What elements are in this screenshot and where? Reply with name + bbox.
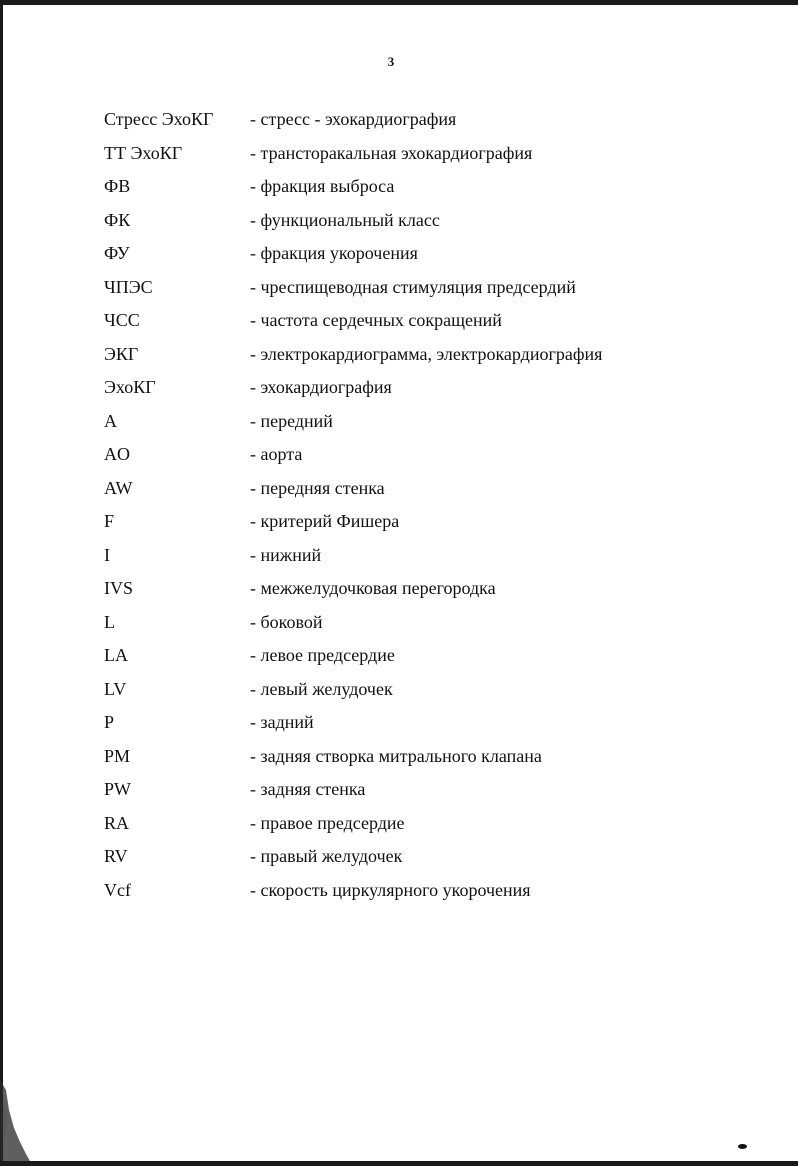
abbreviation-term: ФВ: [104, 176, 131, 197]
abbreviation-definition: - задняя створка митрального клапана: [250, 745, 542, 766]
list-item: [104, 539, 704, 573]
scan-border-left: [0, 0, 3, 1166]
abbreviation-definition: - задняя стенка: [250, 779, 366, 800]
scan-artifact: [0, 1080, 30, 1161]
abbreviation-term: AO: [104, 444, 130, 465]
abbreviation-term: A: [104, 410, 117, 431]
abbreviation-term: Vcf: [104, 879, 131, 900]
list-item: [104, 505, 704, 539]
abbreviation-term: ФУ: [104, 243, 130, 264]
list-item: [104, 706, 704, 740]
list-item: [104, 170, 704, 204]
abbreviation-definition: - задний: [250, 712, 314, 733]
list-item: [104, 572, 704, 606]
abbreviation-definition: - эхокардиография: [250, 377, 392, 398]
abbreviation-definition: - боковой: [250, 611, 323, 632]
abbreviation-definition: - левый желудочек: [250, 678, 393, 699]
list-item: [104, 673, 704, 707]
list-item: [104, 807, 704, 841]
list-item: [104, 405, 704, 439]
abbreviation-term: RA: [104, 812, 130, 833]
list-item: [104, 338, 704, 372]
abbreviation-definition: - левое предсердие: [250, 645, 395, 666]
scan-border-bottom: [0, 1161, 798, 1166]
abbreviation-term: Стресс ЭхоКГ: [104, 109, 214, 130]
list-item: [104, 271, 704, 305]
abbreviation-term: LV: [104, 678, 127, 699]
list-item: [104, 472, 704, 506]
abbreviation-term: F: [104, 511, 115, 532]
list-item: [104, 874, 704, 908]
abbreviation-term: AW: [104, 477, 133, 498]
abbreviation-definition: - трансторакальная эхокардиография: [250, 142, 533, 163]
list-item: [104, 840, 704, 874]
abbreviation-term: ФК: [104, 209, 131, 230]
page-number: 3: [387, 54, 395, 69]
abbreviation-definition: - нижний: [250, 544, 322, 565]
abbreviation-definition: - фракция укорочения: [250, 243, 418, 264]
abbreviation-term: L: [104, 611, 115, 632]
abbreviation-definition: - передний: [250, 410, 333, 431]
list-item: [104, 204, 704, 238]
abbreviation-term: ЧСС: [104, 310, 140, 331]
abbreviation-term: I: [104, 544, 110, 565]
abbreviation-term: ЭхоКГ: [104, 377, 156, 398]
abbreviation-definition: - электрокардиограмма, электрокардиография: [250, 343, 603, 364]
abbreviation-term: ЭКГ: [104, 343, 139, 364]
abbreviation-definition: - чреспищеводная стимуляция предсердий: [250, 276, 576, 297]
abbreviation-term: ЧПЭС: [104, 276, 153, 297]
abbreviation-term: PM: [104, 745, 131, 766]
list-item: [104, 639, 704, 673]
abbreviation-list: [104, 103, 704, 907]
abbreviation-definition: - правое предсердие: [250, 812, 405, 833]
abbreviation-definition: - межжелудочковая перегородка: [250, 578, 496, 599]
list-item: [104, 773, 704, 807]
abbreviation-definition: - критерий Фишера: [250, 511, 400, 532]
list-item: [104, 237, 704, 271]
list-item: [104, 438, 704, 472]
abbreviation-definition: - частота сердечных сокращений: [250, 310, 502, 331]
list-item: [104, 304, 704, 338]
abbreviation-definition: - фракция выброса: [250, 176, 395, 197]
list-item: [104, 103, 704, 137]
abbreviation-term: RV: [104, 846, 128, 867]
abbreviation-term: P: [104, 712, 115, 733]
list-item: [104, 137, 704, 171]
abbreviation-definition: - передняя стенка: [250, 477, 385, 498]
scan-border-top: [0, 0, 798, 5]
scan-speck: [738, 1144, 747, 1149]
abbreviation-definition: - аорта: [250, 444, 303, 465]
abbreviation-term: ТТ ЭхоКГ: [104, 142, 183, 163]
abbreviation-definition: - функциональный класс: [250, 209, 440, 230]
list-item: [104, 740, 704, 774]
list-item: [104, 606, 704, 640]
abbreviation-definition: - стресс - эхокардиография: [250, 109, 457, 130]
abbreviation-term: IVS: [104, 578, 134, 599]
abbreviation-definition: - скорость циркулярного укорочения: [250, 879, 531, 900]
abbreviation-term: LA: [104, 645, 128, 666]
list-item: [104, 371, 704, 405]
abbreviation-term: PW: [104, 779, 131, 800]
abbreviation-definition: - правый желудочек: [250, 846, 403, 867]
